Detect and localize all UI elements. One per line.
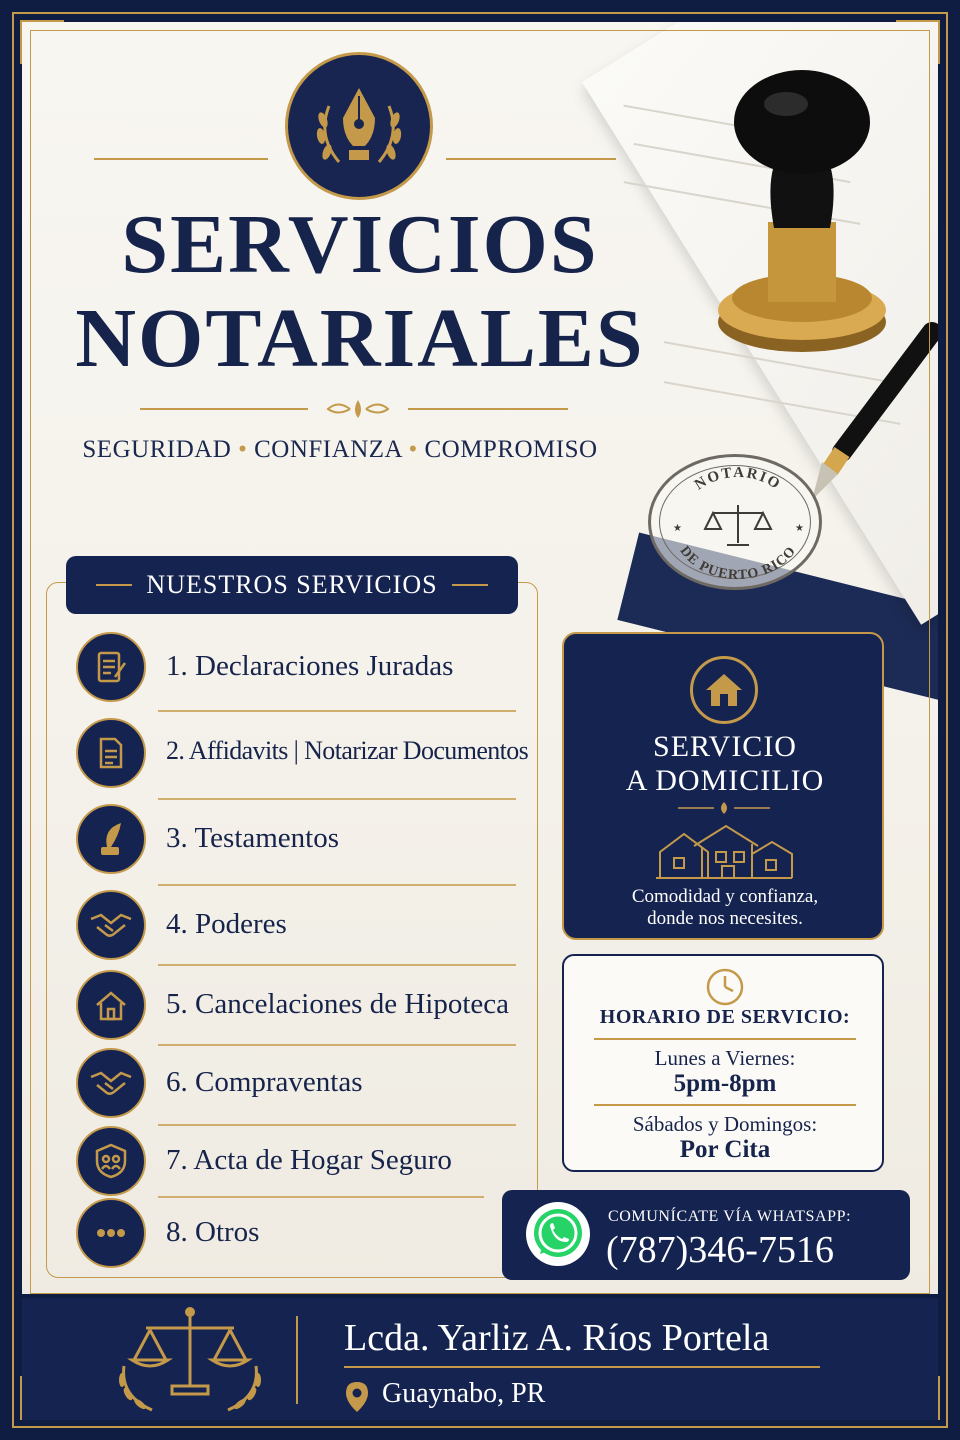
footer-bar [22, 1298, 938, 1420]
home-service-title-1: SERVICIO [653, 730, 797, 763]
tagline-word-2: CONFIANZA [254, 436, 402, 463]
service-divider [158, 1124, 516, 1126]
tagline-separator: • [238, 436, 248, 463]
service-label: 1. Declaraciones Juradas [166, 650, 454, 682]
name-underline [344, 1366, 820, 1368]
schedule-divider [594, 1104, 856, 1106]
svg-text:NOTARIO [692, 465, 784, 494]
home-service-card [562, 632, 884, 940]
service-divider [158, 1196, 484, 1198]
seal-text-ring [651, 457, 825, 593]
handshake-icon [76, 1048, 146, 1118]
service-label: 8. Otros [166, 1216, 260, 1248]
service-label: 5. Cancelaciones de Hipoteca [166, 988, 510, 1020]
services-heading-text: NUESTROS SERVICIOS [146, 570, 438, 599]
seal-text-top: NOTARIO [691, 464, 784, 494]
weekend-label: Sábados y Domingos: [632, 1112, 818, 1136]
home-icon [690, 656, 758, 724]
weekday-hours: 5pm-8pm [673, 1070, 777, 1097]
home-service-subtitle-1: Comodidad y confianza, [631, 886, 819, 907]
weekend-hours: Por Cita [679, 1136, 771, 1163]
title-line-1: SERVICIOS [121, 198, 599, 291]
notary-seal [648, 454, 822, 590]
scales-icon [705, 505, 771, 545]
service-label: 3. Testamentos [166, 822, 340, 854]
tagline-separator: • [408, 436, 418, 463]
seal-text-bottom: DE PUERTO RICO [676, 543, 800, 584]
home-service-subtitle-2: donde nos necesites. [647, 908, 803, 929]
service-divider [158, 798, 516, 800]
service-label: 7. Acta de Hogar Seguro [166, 1144, 452, 1176]
flourish-ornament [674, 800, 774, 816]
tagline-word-3: COMPROMISO [424, 436, 598, 463]
more-dots-icon [76, 1198, 146, 1268]
schedule-card [562, 954, 884, 1172]
clock-icon [704, 966, 746, 1008]
services-heading [66, 556, 518, 614]
heading-rule [96, 584, 132, 586]
service-label: 4. Poderes [166, 908, 287, 940]
schedule-divider [594, 1038, 856, 1040]
location-text: Guaynabo, PR [382, 1378, 546, 1409]
heading-rule [452, 584, 488, 586]
whatsapp-icon [526, 1202, 590, 1266]
svg-text:★: ★ [795, 523, 804, 534]
header-rule-right [446, 158, 616, 160]
pen-nib-emblem [285, 52, 433, 200]
house-icon [76, 970, 146, 1040]
home-service-title-2: A DOMICILIO [625, 764, 825, 797]
phone-number[interactable]: (787)346-7516 [606, 1229, 834, 1271]
tagline-word-1: SEGURIDAD [82, 436, 232, 463]
corner-ornament [896, 20, 940, 64]
handshake-icon [76, 890, 146, 960]
service-divider [158, 710, 516, 712]
svg-text:DE PUERTO RICO [677, 544, 800, 584]
tagline [40, 436, 640, 464]
pen-nib-icon [299, 66, 419, 186]
title-rule-left [140, 408, 308, 410]
title-rule-right [408, 408, 568, 410]
header-rule-left [94, 158, 268, 160]
service-divider [158, 964, 516, 966]
location-pin-icon [344, 1380, 370, 1414]
service-divider [158, 884, 516, 886]
service-label: 2. Affidavits | Notarizar Documentos [166, 736, 529, 765]
whatsapp-label: COMUNÍCATE VÍA WHATSAPP: [608, 1208, 852, 1225]
service-label: 6. Compraventas [166, 1066, 363, 1098]
scales-of-justice-icon [110, 1302, 270, 1418]
document-pen-icon [76, 632, 146, 702]
rubber-stamp-image [702, 52, 902, 362]
flourish-ornament [318, 394, 398, 424]
house-outline-icon [654, 822, 794, 882]
document-icon [76, 718, 146, 788]
whatsapp-contact[interactable] [502, 1190, 910, 1280]
weekday-label: Lunes a Viernes: [654, 1046, 796, 1070]
corner-ornament [20, 20, 64, 64]
schedule-title: HORARIO DE SERVICIO: [599, 1006, 851, 1028]
footer-divider [296, 1316, 298, 1404]
family-shield-icon [76, 1126, 146, 1196]
attorney-name: Lcda. Yarliz A. Ríos Portela [344, 1317, 770, 1359]
quill-icon [76, 804, 146, 874]
service-divider [158, 1044, 516, 1046]
svg-text:★: ★ [673, 523, 682, 534]
title-line-2: NOTARIALES [75, 292, 645, 385]
